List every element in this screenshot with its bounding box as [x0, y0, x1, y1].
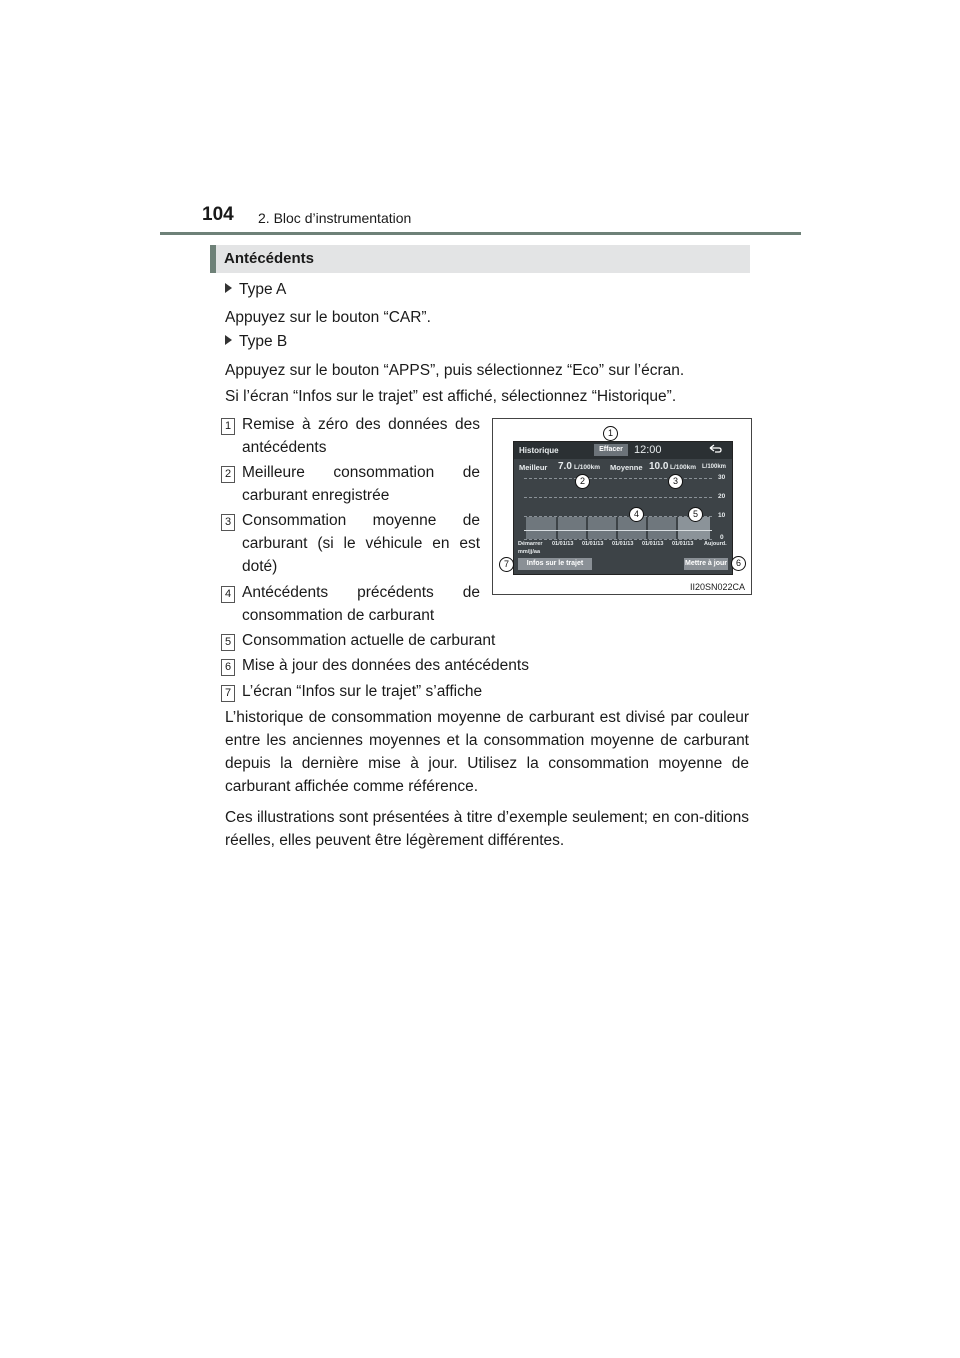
item-number-6: 6 — [221, 659, 235, 676]
grid-line-30 — [524, 478, 712, 479]
y-tick-30: 30 — [718, 474, 726, 481]
item-number-2: 2 — [221, 466, 235, 483]
grid-line-20 — [524, 497, 712, 498]
y-tick-0: 0 — [720, 534, 724, 541]
page-number: 104 — [202, 204, 234, 225]
average-value: 10.0 — [649, 461, 669, 472]
clear-button[interactable]: Effacer — [594, 444, 628, 456]
x-label: 01/01/13 — [552, 541, 574, 547]
type-b-text: Type B — [239, 333, 288, 350]
item-text-2: Meilleure consommation de carburant enregistrée — [242, 464, 480, 504]
section-title: Antécédents — [224, 250, 315, 267]
type-b-label — [225, 333, 287, 351]
item-text-6: Mise à jour des données des antécédents — [242, 657, 529, 674]
item-number-5: 5 — [221, 634, 235, 651]
type-a-label — [225, 281, 286, 299]
callout-5: 5 — [688, 507, 703, 522]
update-button[interactable]: Mettre à jour — [684, 558, 728, 570]
callout-6: 6 — [731, 556, 746, 571]
item-number-1: 1 — [221, 418, 235, 435]
best-unit: L/100km — [574, 464, 601, 471]
item-text-7: L’écran “Infos sur le trajet” s’affiche — [242, 683, 483, 700]
type-a-text: Type A — [239, 281, 287, 298]
item-number-4: 4 — [221, 586, 235, 603]
type-b-instruction: Appuyez sur le bouton “APPS”, puis sélectionnez “Eco” sur l’écran. — [225, 362, 685, 379]
x-label: 01/01/13 — [582, 541, 604, 547]
item-number-7: 7 — [221, 685, 235, 702]
item-text-4: Antécédents précédents de consommation de carburant — [242, 584, 480, 624]
chapter-header: 2. Bloc d’instrumentation — [258, 210, 412, 226]
history-screen-figure — [492, 418, 752, 595]
type-a-instruction: Appuyez sur le bouton “CAR”. — [225, 309, 431, 326]
date-format: mm/jj/aa — [518, 549, 541, 555]
explanation-paragraph: L’historique de consommation moyenne de carburant est divisé par couleur entre les anciennes moyennes et la consommation moyenne de carburant depuis la dernière mise à jour. Utilisez la consommation moyenne de carburant affichée comme référence. — [225, 709, 749, 795]
callout-4: 4 — [629, 507, 644, 522]
item-text-5: Consommation actuelle de carburant — [242, 632, 496, 649]
disclaimer-paragraph: Ces illustrations sont présentées à titre d’exemple seulement; en con-ditions réelles, elles peuvent être légèrement différentes. — [225, 809, 749, 849]
best-value: 7.0 — [558, 461, 572, 472]
item-number-3: 3 — [221, 514, 235, 531]
best-label: Meilleur — [519, 463, 548, 472]
average-unit: L/100km — [670, 464, 697, 471]
callout-7: 7 — [499, 557, 514, 572]
screen-title: Historique — [519, 446, 559, 455]
history-bar — [648, 517, 676, 539]
intro-note: Si l’écran “Infos sur le trajet” est affiché, sélectionnez “Historique”. — [225, 388, 677, 405]
callout-2: 2 — [575, 474, 590, 489]
y-tick-20: 20 — [718, 493, 726, 500]
triangle-bullet-icon — [225, 335, 232, 345]
triangle-bullet-icon — [225, 283, 232, 293]
figure-code: II20SN022CA — [689, 582, 745, 592]
callout-1: 1 — [603, 426, 618, 441]
average-label: Moyenne — [610, 463, 643, 472]
callout-3: 3 — [668, 474, 683, 489]
x-label: Démarrer — [518, 541, 543, 547]
back-arrow-icon — [708, 444, 722, 454]
x-label: 01/01/13 — [612, 541, 634, 547]
section-accent — [210, 245, 216, 273]
item-text-3: Consommation moyenne de carburant (si le véhicule en est doté) — [242, 512, 480, 575]
x-label: Aujourd. — [704, 541, 727, 547]
history-bar — [558, 517, 586, 539]
item-text-1: Remise à zéro des données des antécédents — [242, 416, 480, 456]
y-tick-10: 10 — [718, 512, 726, 519]
axis-unit: L/100km — [702, 464, 727, 470]
trip-info-button[interactable]: Infos sur le trajet — [518, 558, 592, 570]
grid-line-0 — [524, 539, 712, 540]
average-line — [524, 530, 712, 531]
back-button[interactable] — [704, 444, 726, 456]
header-rule — [160, 232, 801, 235]
x-label: 01/01/13 — [672, 541, 694, 547]
section-bar — [210, 245, 750, 273]
history-bar — [526, 517, 556, 539]
history-bar — [588, 517, 616, 539]
screen-time: 12:00 — [634, 444, 662, 456]
x-label: 01/01/13 — [642, 541, 664, 547]
